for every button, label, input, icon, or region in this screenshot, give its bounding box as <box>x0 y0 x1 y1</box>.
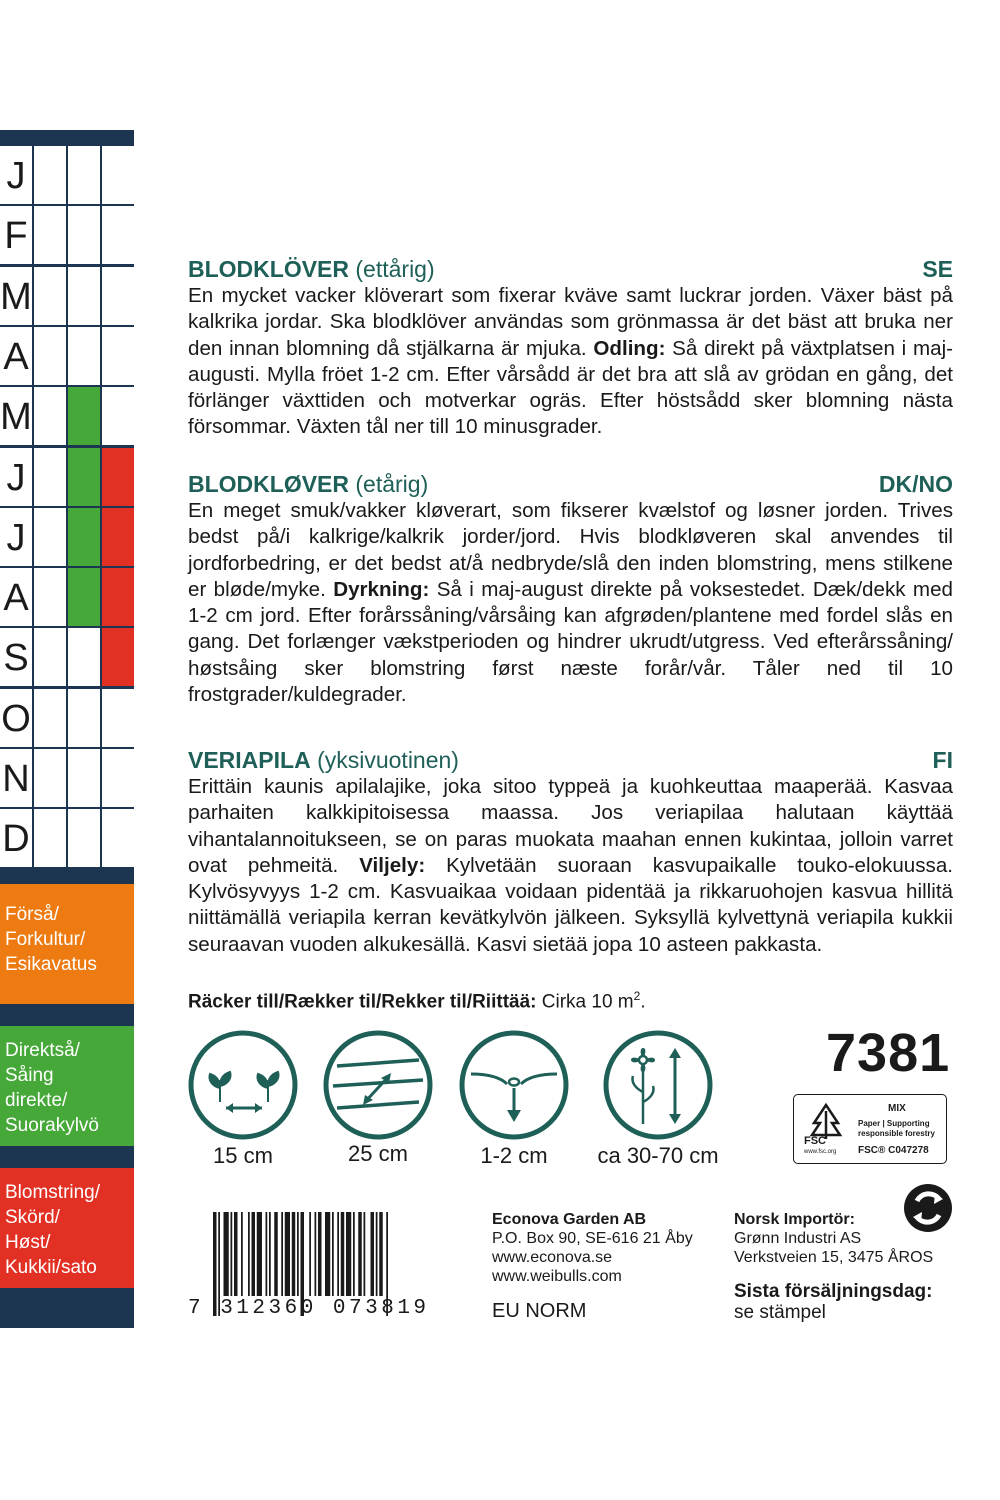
calendar-month: A <box>0 568 34 628</box>
calendar-cell-white <box>68 267 102 327</box>
calendar-cell-white <box>34 387 68 447</box>
calendar-cell-white <box>34 749 68 809</box>
calendar-month: M <box>0 267 34 327</box>
calendar-row <box>0 508 134 568</box>
calendar-month: M <box>0 387 34 447</box>
importer-address <box>734 1210 933 1267</box>
calendar-row <box>0 267 134 327</box>
barcode-bar <box>241 1212 243 1296</box>
legend-line: Suorakylvö <box>5 1115 99 1136</box>
barcode-bar <box>292 1212 296 1296</box>
barcode-bar <box>269 1212 271 1296</box>
language-code: FI <box>932 747 953 773</box>
last-sale-title: Sista försäljningsdag: <box>734 1281 933 1302</box>
language-code: DK/NO <box>878 471 953 497</box>
legend-line: Såing <box>5 1065 54 1086</box>
calendar-month: J <box>0 448 34 508</box>
sowing-depth-icon <box>459 1030 569 1140</box>
calendar-month: J <box>0 508 34 568</box>
company-line: P.O. Box 90, SE-616 21 Åby <box>492 1230 693 1247</box>
legend-line: Blomstring/ <box>5 1182 101 1203</box>
calendar-cell-red <box>102 508 134 568</box>
barcode-bar <box>274 1212 278 1296</box>
calendar-cell-white <box>34 327 68 387</box>
last-sale-value: se stämpel <box>734 1302 826 1323</box>
calendar-cell-white <box>34 206 68 266</box>
calendar-cell-white <box>34 689 68 749</box>
legend-direct-sow <box>0 1026 134 1146</box>
barcode-bar <box>248 1212 250 1296</box>
calendar-cell-green <box>68 448 102 508</box>
calendar-cell-white <box>34 508 68 568</box>
calendar-month: S <box>0 628 34 688</box>
barcode-bar <box>341 1212 345 1296</box>
legend-line: Esikavatus <box>5 954 97 975</box>
body-text: En meget smuk/vakker kløverart, som fikserer kvælstof og løsner jorden. Trives bedst på/i kalkrige/kalkrik jorder/jord. Hvis blodkløveren skal anvendes til jordforbedring, er det bedst at/å nedbryde/slå den inden blomstring, mens stilkene er bløde/myke. <box>188 499 953 601</box>
fsc-desc <box>858 1119 935 1139</box>
calendar-cell-white <box>102 327 134 387</box>
barcode-bar <box>234 1212 238 1296</box>
calendar-row <box>0 749 134 809</box>
legend-line: Forkultur/ <box>5 929 86 950</box>
barcode-bar <box>309 1212 311 1296</box>
barcode-bar <box>353 1212 355 1296</box>
product-number: 7381 <box>826 1023 951 1083</box>
calendar-cell-white <box>34 568 68 628</box>
body-bold: Dyrkning: <box>333 577 430 601</box>
calendar-cell-white <box>34 628 68 688</box>
calendar-row <box>0 809 134 869</box>
section-body <box>188 283 953 441</box>
species-subtitle: (ettårig) <box>355 256 435 282</box>
importer-title: Norsk Importör: <box>734 1211 855 1228</box>
section-header <box>188 746 953 774</box>
section-header <box>188 470 953 498</box>
calendar-month: F <box>0 206 34 266</box>
legend-line: Kukkii/sato <box>5 1257 97 1278</box>
barcode-bar <box>281 1212 283 1296</box>
species-name: VERIAPILA <box>188 747 311 773</box>
barcode-bar <box>266 1212 268 1296</box>
importer-line: Verkstveien 15, 3475 ÅROS <box>734 1249 934 1266</box>
calendar-row <box>0 628 134 688</box>
calendar-row <box>0 448 134 508</box>
calendar-cell-white <box>34 267 68 327</box>
plant-spacing-icon <box>188 1030 298 1140</box>
barcode-bar <box>358 1212 362 1296</box>
fsc-code: FSC® C047278 <box>858 1145 929 1156</box>
calendar-cell-green <box>68 387 102 447</box>
calendar-month: O <box>0 689 34 749</box>
calendar-cell-green <box>68 568 102 628</box>
company-name: Econova Garden AB <box>492 1211 647 1228</box>
legend-line: Skörd/ <box>5 1207 60 1228</box>
calendar-cell-white <box>68 809 102 869</box>
calendar-cell-red <box>102 568 134 628</box>
section-header <box>188 255 953 283</box>
calendar-cell-white <box>102 809 134 869</box>
legend-bloom-harvest <box>0 1168 134 1288</box>
barcode-bar <box>371 1212 375 1296</box>
barcode-bar <box>318 1212 322 1296</box>
calendar-cell-white <box>68 206 102 266</box>
barcode-bar <box>257 1212 262 1296</box>
legend-presow <box>0 884 134 1004</box>
last-sale-date <box>734 1281 932 1323</box>
plant-spacing-label: 15 cm <box>213 1143 273 1168</box>
barcode-bar <box>337 1212 339 1296</box>
plant-height-label: ca 30-70 cm <box>597 1143 719 1168</box>
calendar-cell-white <box>102 749 134 809</box>
fsc-desc-line: Paper | Supporting <box>858 1119 930 1128</box>
calendar-cell-white <box>102 689 134 749</box>
legend-line: direkte/ <box>5 1090 68 1111</box>
calendar-cell-red <box>102 448 134 508</box>
barcode-bar <box>224 1212 229 1296</box>
legend-line: Direktså/ <box>5 1040 80 1061</box>
importer-line: Grønn Industri AS <box>734 1230 862 1247</box>
calendar-month: N <box>0 749 34 809</box>
coverage-value: Cirka 10 m <box>536 991 634 1013</box>
calendar-cell-white <box>68 628 102 688</box>
coverage-line <box>188 983 646 1015</box>
calendar-cell-red <box>102 628 134 688</box>
section-body <box>188 774 953 958</box>
calendar-cell-white <box>102 267 134 327</box>
calendar-row <box>0 206 134 266</box>
barcode-bar <box>346 1212 351 1296</box>
coverage-label: Räcker till/Rækker til/Rekker til/Riittää: <box>188 991 537 1013</box>
calendar-row <box>0 689 134 749</box>
section-se <box>188 255 953 441</box>
calendar-row <box>0 327 134 387</box>
plant-height-icon <box>603 1030 713 1140</box>
section-body <box>188 498 953 708</box>
species-name: BLODKLØVER <box>188 471 349 497</box>
calendar-month: D <box>0 809 34 869</box>
barcode-bar <box>325 1212 330 1296</box>
calendar-cell-white <box>68 146 102 206</box>
fsc-label <box>793 1094 947 1164</box>
calendar-cell-white <box>68 749 102 809</box>
calendar-row <box>0 146 134 206</box>
body-text: Erittäin kaunis apilalajike, joka sitoo typpeä ja kuohkeuttaa maaperää. Kasvaa parhaiten kalkkipitoisessa maassa. Jos veriapilaa halutaan käyttää vihantalannoitukseen, se on paras muokata maahan ennen kukintaa, jolloin varret ovat pehmeitä. <box>188 775 953 877</box>
coverage-end: . <box>640 991 646 1013</box>
calendar-cell-white <box>68 689 102 749</box>
section-fi <box>188 746 953 958</box>
fsc-desc-line: responsible forestry <box>858 1129 935 1138</box>
calendar-cell-white <box>102 146 134 206</box>
barcode-bar <box>285 1212 290 1296</box>
section-dk-no <box>188 470 953 708</box>
calendar-cell-white <box>34 809 68 869</box>
calendar-cell-white <box>68 327 102 387</box>
calendar-cell-white <box>102 206 134 266</box>
company-address <box>492 1210 693 1286</box>
coverage-unit-exponent: 2 <box>633 989 641 1003</box>
calendar-month: J <box>0 146 34 206</box>
body-text: En mycket vacker klöverart som fixerar kväve samt luckrar jorden. Växer bäst på kalkrika jordar. Ska blodklöver användas som grönmassa är det bäst att bruka ner den innan blomning då stjälkarna är mjuka. <box>188 284 953 360</box>
sowing-depth-label: 1-2 cm <box>480 1143 548 1168</box>
body-text: Kylvetään suoraan kasvupaikalle touko-elokuussa. Kylvösyvyys 1-2 cm. Kasvuaikaa voidaan pidentää ja rikkaruohojen kasvua hillitä niittämällä veriapila kerran kevätkylvön jälkeen. Syksyllä kylvettynä veriapila kukkii seuraavan vuoden alkukesällä. Kasvi sietää jopa 10 asteen pakkasta. <box>188 853 954 956</box>
barcode-bar <box>364 1212 366 1296</box>
calendar-month: A <box>0 327 34 387</box>
company-line: www.econova.se <box>492 1249 613 1266</box>
barcode-bar <box>252 1212 256 1296</box>
species-subtitle: (etårig) <box>355 471 429 497</box>
calendar-cell-white <box>34 448 68 508</box>
body-bold: Viljely: <box>359 853 426 877</box>
barcode-bar <box>297 1212 299 1296</box>
row-spacing-icon <box>323 1030 433 1140</box>
calendar-cell-green <box>68 508 102 568</box>
calendar-row <box>0 387 134 447</box>
fsc-logo-text: FSC <box>804 1135 826 1147</box>
legend-line: Förså/ <box>5 904 59 925</box>
barcode-bar <box>332 1212 334 1296</box>
species-name: BLODKLÖVER <box>188 256 349 282</box>
calendar-row <box>0 568 134 628</box>
body-text: Så i maj-august direkte på voksestedet. Dæk/dekk med 1-2 cm jord. Efter forårssåning/vårsåing kan afgrøden/plantene med fordel slås en gang. Det forlænger vækstperioden og hindrer ukrudt/utgress. Ved efterårssåning/ høstsåing sker blomstring først næste forår/vår. Tåler ned til 10 frostgrader/kuldegrader. <box>188 577 953 707</box>
barcode-bar <box>376 1212 378 1296</box>
row-spacing-label: 25 cm <box>348 1141 408 1166</box>
body-bold: Odling: <box>593 336 666 360</box>
barcode-digits: 7 312360 073819 <box>188 1297 430 1320</box>
eu-norm: EU NORM <box>492 1300 587 1322</box>
fsc-url: www.fsc.org <box>804 1149 837 1155</box>
language-code: SE <box>922 256 953 282</box>
barcode-bar <box>231 1212 233 1296</box>
species-subtitle: (yksivuotinen) <box>317 747 459 773</box>
legend-line: Høst/ <box>5 1232 51 1253</box>
fsc-mix: MIX <box>888 1103 906 1114</box>
barcode-bar <box>315 1212 317 1296</box>
barcode-bar <box>379 1212 383 1296</box>
calendar-cell-white <box>102 387 134 447</box>
calendar-cell-white <box>34 146 68 206</box>
company-line: www.weibulls.com <box>492 1268 622 1285</box>
body-text: Så direkt på växtplatsen i maj-augusti. Mylla fröet 1-2 cm. Efter vårsådd är det bra att slå av grödan en gång, det förlänger växttiden och motverkar ogräs. Efter höstsådd sker blomning nästa försommar. Växten tål ner till 10 minusgrader. <box>188 336 953 439</box>
